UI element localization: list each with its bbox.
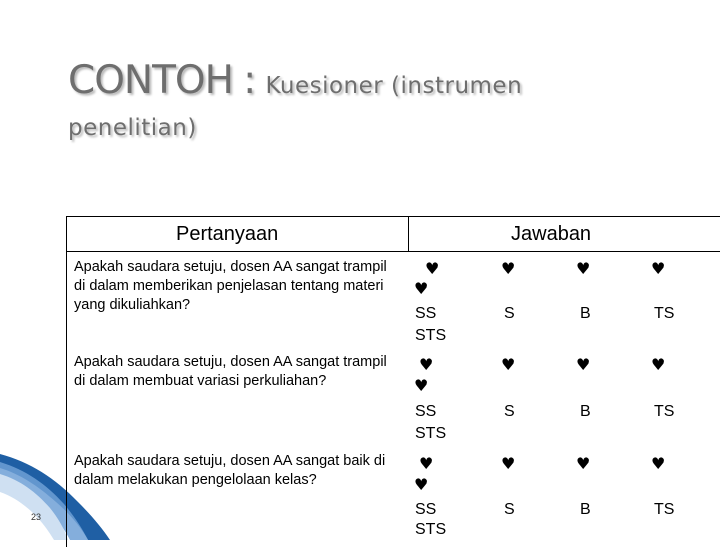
row2-option-ss: SS: [415, 403, 437, 420]
row3-bullet-ts: ♥: [651, 454, 666, 473]
row2-bullet-s: ♥: [501, 355, 516, 374]
row3-option-b: B: [580, 501, 591, 518]
question-3: Apakah saudara setuju, dosen AA sangat baik di dalam melakukan pengelolaan kelas?: [74, 453, 386, 488]
slide-title-line2: penelitian): [68, 115, 197, 141]
slide-title: [68, 58, 522, 103]
row3-bullet-sts: ♥: [414, 475, 429, 494]
row1-bullet-s: ♥: [501, 259, 516, 278]
row3-option-sts: STS: [415, 521, 447, 538]
row3-bullet-ss: ♥: [419, 454, 434, 473]
row1-option-s: S: [504, 305, 515, 322]
row2-option-s: S: [504, 403, 515, 420]
row2-bullet-b: ♥: [576, 355, 591, 374]
slide-title-subtitle: Kuesioner (instrumen: [265, 73, 523, 99]
row2-bullet-ss: ♥: [419, 355, 434, 374]
row2-option-sts: STS: [415, 425, 447, 442]
header-jawaban: Jawaban: [511, 223, 592, 245]
header-column-divider: [408, 216, 409, 252]
header-pertanyaan: Pertanyaan: [176, 223, 279, 245]
question-2: Apakah saudara setuju, dosen AA sangat trampil di dalam membuat variasi perkuliahan?: [74, 354, 387, 389]
header-rule: [66, 251, 720, 252]
question-1: Apakah saudara setuju, dosen AA sangat trampil di dalam memberikan penjelasan tentang materi yang dikuliahkan?: [74, 259, 387, 313]
slide-title-separator: :: [243, 58, 256, 103]
slide-number: 23: [31, 512, 42, 522]
row3-option-s: S: [504, 501, 515, 518]
row1-option-ts: TS: [654, 305, 675, 322]
row1-bullet-ss: ♥: [425, 259, 440, 278]
row3-option-ts: TS: [654, 501, 675, 518]
row3-bullet-s: ♥: [501, 454, 516, 473]
slide-title-main: CONTOH: [68, 58, 233, 103]
row1-option-sts: STS: [415, 327, 447, 344]
row2-option-ts: TS: [654, 403, 675, 420]
row1-bullet-b: ♥: [576, 259, 591, 278]
row1-bullet-sts: ♥: [414, 279, 429, 298]
row2-bullet-ts: ♥: [651, 355, 666, 374]
row3-bullet-b: ♥: [576, 454, 591, 473]
row1-option-b: B: [580, 305, 591, 322]
row1-bullet-ts: ♥: [651, 259, 666, 278]
row2-bullet-sts: ♥: [414, 376, 429, 395]
row1-option-ss: SS: [415, 305, 437, 322]
row3-option-ss: SS: [415, 501, 437, 518]
row2-option-b: B: [580, 403, 591, 420]
